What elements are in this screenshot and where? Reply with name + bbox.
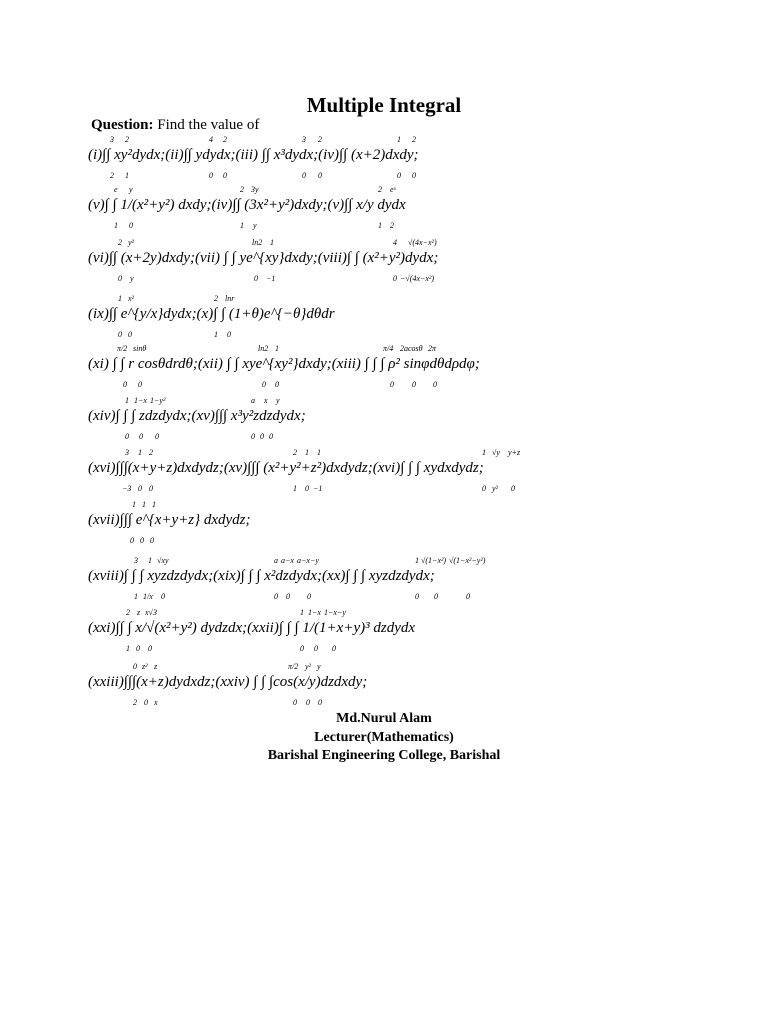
author-name: Md.Nurul Alam (336, 711, 432, 726)
upper-limit: y (317, 662, 321, 671)
lower-limit: 0 (275, 380, 279, 389)
upper-limit: z² (142, 662, 148, 671)
question-text: Find the value of (157, 117, 260, 133)
upper-limit: 1 (415, 556, 419, 565)
lower-limit: −1 (266, 274, 276, 283)
integral-line (88, 500, 728, 552)
upper-limit: ln2 (258, 344, 269, 353)
lower-limit: 0 (305, 484, 309, 493)
upper-limit: 2 (378, 185, 382, 194)
lower-limit: 0 (412, 171, 416, 180)
integral-line (88, 556, 728, 608)
lower-limit: 0 (390, 380, 394, 389)
upper-limit: 1 (118, 294, 122, 303)
lower-limit: 2 (390, 221, 394, 230)
lower-limit: 0 (482, 484, 486, 493)
lower-limit: 0 (397, 171, 401, 180)
upper-limit: x√3 (145, 608, 157, 617)
integral-line (88, 662, 728, 714)
upper-limit: 1 (482, 448, 486, 457)
upper-limit: 3 (110, 135, 114, 144)
lower-limit: 1/x (143, 592, 153, 601)
lower-limit: 0 (130, 536, 134, 545)
upper-limit: a (251, 396, 255, 405)
lower-limit: 0 (415, 592, 419, 601)
upper-limit: π/2 (117, 344, 128, 353)
lower-limit: 0 (433, 380, 437, 389)
upper-limit: y+z (508, 448, 521, 457)
lower-limit: 2 (110, 171, 114, 180)
integral-expression: (i)∫∫ xy²dydx;(ii)∫∫ ydydx;(iii) ∫∫ x³dydx;(iv)∫∫ (x+2)dxdy; (88, 147, 419, 163)
integral-expression: (xxi)∫∫ ∫ x/√(x²+y²) dydzdx;(xxii)∫ ∫ ∫ 1/(1+x+y)³ dzdydx (88, 620, 416, 636)
lower-limit: 0 (318, 698, 322, 707)
integral-expression: (xvii)∫∫∫ e^{x+y+z} dxdydz; (88, 512, 251, 528)
upper-limit: 2 (223, 135, 227, 144)
upper-limit: 1 (152, 500, 156, 509)
lower-limit: 0 (314, 644, 318, 653)
integral-line (88, 185, 728, 237)
upper-limit: a−x (281, 556, 294, 565)
upper-limit: e (114, 185, 118, 194)
lower-limit: −3 (122, 484, 132, 493)
upper-limit: 2 (125, 135, 129, 144)
upper-limit: 2π (428, 344, 437, 353)
lower-limit: 0 (262, 380, 266, 389)
upper-limit: ln2 (252, 238, 263, 247)
upper-limit: 3 (125, 448, 129, 457)
upper-limit: 3 (302, 135, 306, 144)
upper-limit: 1 (305, 448, 309, 457)
upper-limit: π/4 (383, 344, 394, 353)
upper-limit: √(4x−x²) (408, 238, 437, 247)
upper-limit: lnr (225, 294, 235, 303)
lower-limit: y (253, 221, 257, 230)
upper-limit: 2acosθ (400, 344, 423, 353)
question-line (91, 117, 259, 134)
upper-limit: 2 (293, 448, 297, 457)
lower-limit: 2 (133, 698, 137, 707)
lower-limit: 0 (161, 592, 165, 601)
upper-limit: x² (128, 294, 134, 303)
lower-limit: 0 (307, 592, 311, 601)
upper-limit: √(1−x²) (421, 556, 447, 565)
upper-limit: 1−x−y (324, 608, 346, 617)
lower-limit: y² (492, 484, 498, 493)
lower-limit: 1 (378, 221, 382, 230)
lower-limit: 0 (511, 484, 515, 493)
lower-limit: 1 (125, 171, 129, 180)
upper-limit: 3y (251, 185, 259, 194)
lower-limit: 0 (254, 274, 258, 283)
upper-limit: eˣ (390, 185, 396, 194)
upper-limit: 1 (300, 608, 304, 617)
lower-limit: 0 (128, 330, 132, 339)
integral-expression: (xiv)∫ ∫ ∫ zdzdydx;(xv)∫∫∫ x³y²zdzdydx; (88, 408, 306, 424)
lower-limit: 1 (214, 330, 218, 339)
lower-limit: 0 (260, 432, 264, 441)
upper-limit: 2 (126, 608, 130, 617)
upper-limit: 1 (270, 238, 274, 247)
integral-expression: (xi) ∫ ∫ r cosθdrdθ;(xii) ∫ ∫ xye^{xy²}dxdy;(xiii) ∫ ∫ ∫ ρ² sinφdθdρdφ; (88, 356, 480, 372)
lower-limit: 0 (209, 171, 213, 180)
upper-limit: 2 (412, 135, 416, 144)
upper-limit: √xy (157, 556, 169, 565)
upper-limit: z (154, 662, 158, 671)
upper-limit: 1 (125, 396, 129, 405)
integral-expression: (ix)∫∫ e^{y/x}dydx;(x)∫ ∫ (1+θ)e^{−θ}dθdr (88, 306, 335, 322)
upper-limit: y (129, 185, 133, 194)
lower-limit: −1 (313, 484, 323, 493)
upper-limit: 3 (134, 556, 138, 565)
upper-limit: 1−x (134, 396, 147, 405)
upper-limit: π/2 (288, 662, 299, 671)
lower-limit: 0 (148, 644, 152, 653)
lower-limit: 0 (138, 380, 142, 389)
lower-limit: 0 (332, 644, 336, 653)
lower-limit: 1 (134, 592, 138, 601)
lower-limit: 0 (412, 380, 416, 389)
integral-line (88, 608, 728, 660)
upper-limit: x (264, 396, 268, 405)
lower-limit: 0 (269, 432, 273, 441)
upper-limit: 1−x (308, 608, 321, 617)
lower-limit: 0 (155, 432, 159, 441)
question-label: Question: (91, 117, 154, 133)
integral-line (88, 344, 728, 396)
lower-limit: 0 (149, 484, 153, 493)
lower-limit: 0 (302, 171, 306, 180)
upper-limit: 1 (142, 500, 146, 509)
upper-limit: 2 (318, 135, 322, 144)
upper-limit: y (276, 396, 280, 405)
lower-limit: 0 (318, 171, 322, 180)
author-institution: Barishal Engineering College, Barishal (267, 748, 501, 763)
lower-limit: 0 (129, 221, 133, 230)
lower-limit: 0 (136, 644, 140, 653)
upper-limit: 2 (149, 448, 153, 457)
author-position: Lecturer(Mathematics) (314, 730, 454, 745)
upper-limit: 1 (138, 448, 142, 457)
integral-expression: (vi)∫∫ (x+2y)dxdy;(vii) ∫ ∫ ye^{xy}dxdy;(viii)∫ ∫ (x²+y²)dydx; (88, 250, 439, 266)
lower-limit: 1 (126, 644, 130, 653)
lower-limit: 0 (138, 484, 142, 493)
upper-limit: 2 (214, 294, 218, 303)
lower-limit: 0 (150, 536, 154, 545)
lower-limit: 0 (393, 274, 397, 283)
upper-limit: 1 (132, 500, 136, 509)
upper-limit: 1 (317, 448, 321, 457)
upper-limit: 1 (148, 556, 152, 565)
upper-limit: 4 (209, 135, 213, 144)
lower-limit: 0 (227, 330, 231, 339)
upper-limit: 0 (133, 662, 137, 671)
integral-expression: (xxiii)∫∫∫(x+z)dydxdz;(xxiv) ∫ ∫ ∫cos(x/y)dzdxdy; (88, 674, 368, 690)
upper-limit: z (137, 608, 141, 617)
upper-limit: a (274, 556, 278, 565)
upper-limit: 1−y² (150, 396, 166, 405)
upper-limit: √y (492, 448, 500, 457)
lower-limit: 0 (140, 536, 144, 545)
lower-limit: 0 (123, 380, 127, 389)
lower-limit: 0 (434, 592, 438, 601)
lower-limit: 0 (118, 274, 122, 283)
page-title: Multiple Integral (306, 93, 462, 117)
integral-expression: (xviii)∫ ∫ ∫ xyzdzdydx;(xix)∫ ∫ ∫ x²dzdydx;(xx)∫ ∫ ∫ xyzdzdydx; (88, 568, 435, 584)
lower-limit: y (130, 274, 134, 283)
integral-line (88, 294, 728, 346)
lower-limit: 0 (139, 432, 143, 441)
integral-line (88, 396, 728, 448)
upper-limit: sinθ (133, 344, 147, 353)
integral-expression: (xvi)∫∫∫(x+y+z)dxdydz;(xv)∫∫∫ (x²+y²+z²)dxdydz;(xvi)∫ ∫ ∫ xydxdydz; (88, 460, 484, 476)
lower-limit: 0 (144, 698, 148, 707)
lower-limit: 0 (293, 698, 297, 707)
integral-line (88, 135, 728, 187)
lower-limit: 0 (223, 171, 227, 180)
lower-limit: x (154, 698, 158, 707)
lower-limit: 1 (240, 221, 244, 230)
lower-limit: 0 (466, 592, 470, 601)
upper-limit: 1 (397, 135, 401, 144)
integral-line (88, 448, 728, 500)
lower-limit: 0 (251, 432, 255, 441)
upper-limit: 1 (275, 344, 279, 353)
integral-line (88, 238, 728, 290)
upper-limit: 4 (393, 238, 397, 247)
integral-expression: (v)∫ ∫ 1/(x²+y²) dxdy;(iv)∫∫ (3x²+y²)dxdy;(v)∫∫ x/y dydx (88, 197, 406, 213)
lower-limit: 1 (293, 484, 297, 493)
upper-limit: a−x−y (297, 556, 319, 565)
lower-limit: −√(4x−x²) (400, 274, 435, 283)
lower-limit: 0 (306, 698, 310, 707)
lower-limit: 0 (300, 644, 304, 653)
upper-limit: y² (305, 662, 311, 671)
lower-limit: 0 (118, 330, 122, 339)
lower-limit: 0 (286, 592, 290, 601)
lower-limit: 0 (125, 432, 129, 441)
upper-limit: √(1−x²−y²) (449, 556, 486, 565)
upper-limit: 2 (118, 238, 122, 247)
upper-limit: y² (128, 238, 134, 247)
lower-limit: 0 (274, 592, 278, 601)
lower-limit: 1 (114, 221, 118, 230)
upper-limit: 2 (240, 185, 244, 194)
